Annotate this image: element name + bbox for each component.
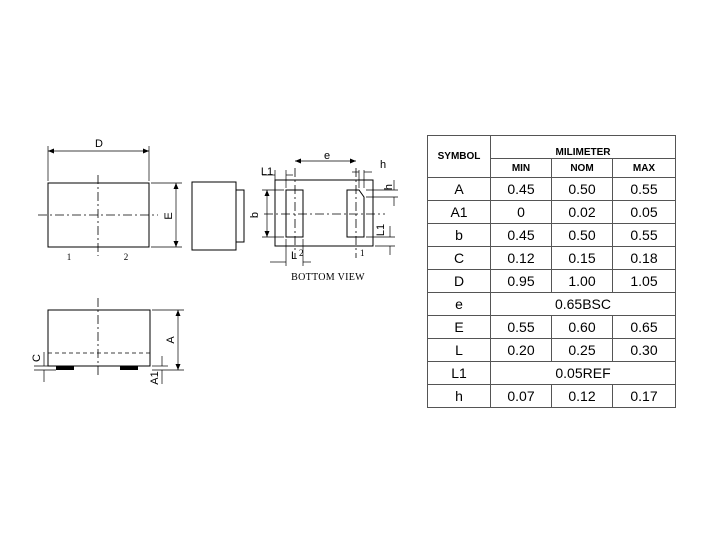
end-view (192, 182, 244, 250)
dim-label-L: L (290, 250, 298, 262)
max-cell: 0.30 (613, 339, 676, 362)
table-row (428, 339, 676, 362)
bottom-view (249, 150, 398, 283)
end-view-terminal (236, 190, 244, 242)
max-cell: 0.17 (613, 385, 676, 408)
pin-label-2: 2 (123, 252, 129, 262)
pin-label-2-bottom: 2 (299, 248, 304, 258)
dim-label-h: h (379, 159, 387, 171)
pin-label-1-bottom: 1 (360, 248, 365, 258)
pad-2 (286, 190, 303, 237)
nom-cell: 0.12 (552, 385, 613, 408)
dim-label-A1: A1 (149, 371, 161, 385)
dim-label-b: b (249, 211, 261, 219)
header-max: MAX (613, 159, 676, 178)
max-cell: 0.65 (613, 316, 676, 339)
table-row (428, 362, 676, 385)
top-view (38, 138, 182, 262)
max-cell: 0.05 (613, 201, 676, 224)
min-cell: 0.07 (491, 385, 552, 408)
header-unit: MILIMETER (491, 136, 676, 159)
table-row (428, 270, 676, 293)
span-cell: 0.05REF (491, 362, 676, 385)
max-cell: 0.18 (613, 247, 676, 270)
symbol-cell: C (428, 247, 491, 270)
table-row (428, 224, 676, 247)
max-cell: 0.55 (613, 178, 676, 201)
dim-label-C: C (31, 354, 43, 362)
nom-cell: 0.50 (552, 224, 613, 247)
symbol-cell: A1 (428, 201, 491, 224)
max-cell: 0.55 (613, 224, 676, 247)
nom-cell: 0.15 (552, 247, 613, 270)
min-cell: 0.95 (491, 270, 552, 293)
pin-label-1: 1 (66, 252, 72, 262)
symbol-cell: L1 (428, 362, 491, 385)
symbol-cell: D (428, 270, 491, 293)
symbol-cell: A (428, 178, 491, 201)
header-min: MIN (491, 159, 552, 178)
symbol-cell: L (428, 339, 491, 362)
nom-cell: 0.60 (552, 316, 613, 339)
table-row (428, 385, 676, 408)
header-nom: NOM (552, 159, 613, 178)
min-cell: 0.20 (491, 339, 552, 362)
min-cell: 0.45 (491, 224, 552, 247)
symbol-cell: E (428, 316, 491, 339)
side-view (31, 298, 184, 385)
dim-label-E: E (163, 212, 175, 220)
min-cell: 0.12 (491, 247, 552, 270)
table-row (428, 293, 676, 316)
nom-cell: 0.50 (552, 178, 613, 201)
symbol-cell: e (428, 293, 491, 316)
symbol-cell: h (428, 385, 491, 408)
bottom-view-caption: BOTTOM VIEW (291, 272, 365, 283)
end-view-body (192, 182, 236, 250)
dim-label-h-2: h (383, 183, 395, 191)
min-cell: 0 (491, 201, 552, 224)
dimension-table (427, 135, 676, 408)
table-row (428, 247, 676, 270)
min-cell: 0.45 (491, 178, 552, 201)
symbol-cell: b (428, 224, 491, 247)
nom-cell: 0.02 (552, 201, 613, 224)
min-cell: 0.55 (491, 316, 552, 339)
dim-label-L1-2: L1 (375, 223, 387, 237)
pad-1-chamfered (347, 190, 364, 237)
side-terminal-right (120, 366, 138, 370)
nom-cell: 1.00 (552, 270, 613, 293)
table-row (428, 201, 676, 224)
span-cell: 0.65BSC (491, 293, 676, 316)
header-symbol: SYMBOL (428, 136, 491, 178)
nom-cell: 0.25 (552, 339, 613, 362)
side-view-body (48, 310, 150, 366)
table-row (428, 178, 676, 201)
table-row (428, 316, 676, 339)
max-cell: 1.05 (613, 270, 676, 293)
dim-label-e: e (323, 150, 331, 162)
side-terminal-left (56, 366, 74, 370)
dim-label-D: D (95, 138, 103, 150)
dim-label-L1: L1 (260, 166, 274, 178)
dim-label-A: A (165, 336, 177, 344)
